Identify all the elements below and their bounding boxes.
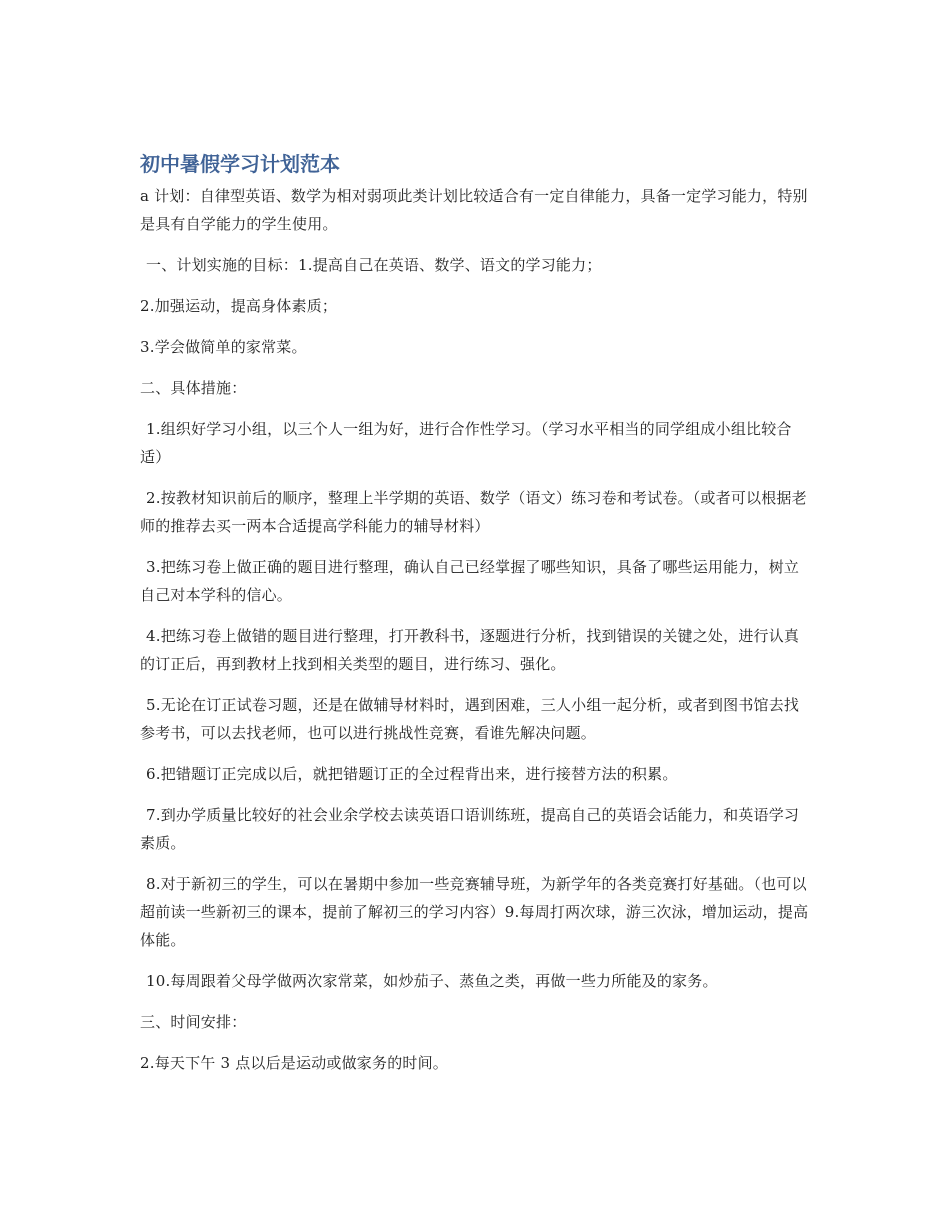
paragraph-measure-6: 6.把错题订正完成以后，就把错题订正的全过程背出来，进行接替方法的积累。 — [146, 765, 678, 783]
paragraph-measures-heading: 二、具体措施： — [140, 379, 247, 397]
paragraph-goal-3: 3.学会做简单的家常菜。 — [140, 338, 307, 356]
paragraph-measure-3: 3.把练习卷上做正确的题目进行整理，确认自己已经掌握了哪些知识，具备了哪些运用能力，树立自己对本学科的信心。 — [140, 558, 800, 604]
paragraph-plan-intro: a 计划：自律型英语、数学为相对弱项此类计划比较适合有一定自律能力，具备一定学习能力，特别是具有自学能力的学生使用。 — [140, 187, 808, 233]
paragraph-measure-7: 7.到办学质量比较好的社会业余学校去读英语口语训练班，提高自己的英语会话能力，和英语学习素质。 — [140, 806, 800, 852]
paragraph-measure-5: 5.无论在订正试卷习题，还是在做辅导材料时，遇到困难，三人小组一起分析，或者到图书馆去找参考书，可以去找老师，也可以进行挑战性竞赛，看谁先解决问题。 — [140, 696, 800, 742]
paragraph-schedule-2: 2.每天下午 3 点以后是运动或做家务的时间。 — [140, 1054, 448, 1072]
paragraph-measure-10: 10.每周跟着父母学做两次家常菜，如炒茄子、蒸鱼之类，再做一些力所能及的家务。 — [146, 972, 718, 990]
paragraph-goals-heading: 一、计划实施的目标：1.提高自己在英语、数学、语文的学习能力； — [146, 256, 602, 274]
paragraph-measure-2: 2.按教材知识前后的顺序，整理上半学期的英语、数学（语文）练习卷和考试卷。（或者可以根据老师的推荐去买一两本合适提高学科能力的辅导材料） — [140, 489, 807, 535]
paragraph-measure-4: 4.把练习卷上做错的题目进行整理，打开教科书，逐题进行分析，找到错误的关键之处，进行认真的订正后，再到教材上找到相关类型的题目，进行练习、强化。 — [140, 627, 800, 673]
paragraph-goal-2: 2.加强运动，提高身体素质； — [140, 297, 338, 315]
paragraph-schedule-heading: 三、时间安排： — [140, 1013, 247, 1031]
paragraph-measure-1: 1.组织好学习小组，以三个人一组为好，进行合作性学习。（学习水平相当的同学组成小组比较合适） — [140, 420, 792, 466]
document-page — [140, 150, 812, 1090]
document-title: 初中暑假学习计划范本 — [140, 152, 340, 176]
paragraph-measure-8-9: 8.对于新初三的学生，可以在暑期中参加一些竞赛辅导班，为新学年的各类竞赛打好基础。（也可以超前读一些新初三的课本，提前了解初三的学习内容）9.每周打两次球，游三次泳，增加运动，提高体能。 — [140, 875, 809, 949]
